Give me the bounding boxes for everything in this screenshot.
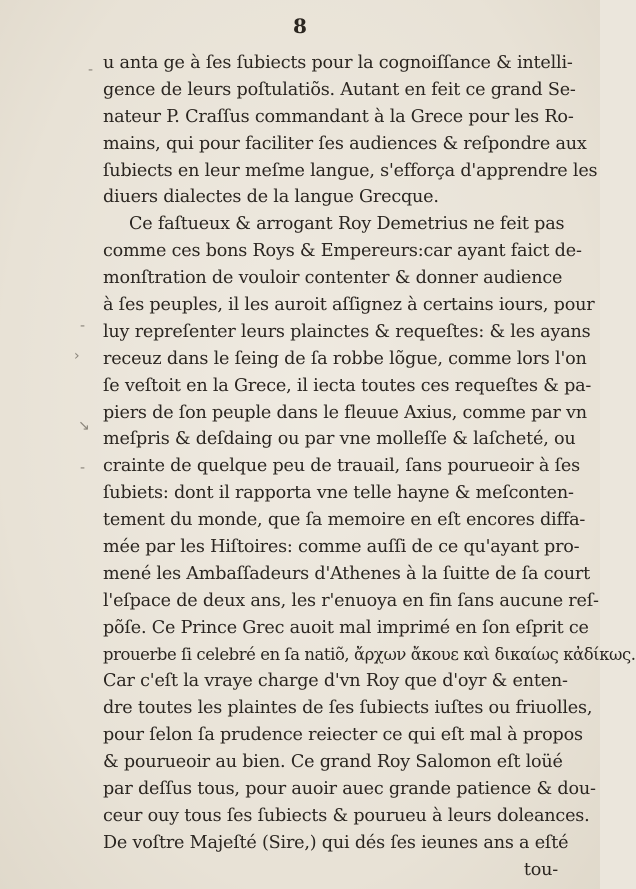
text-line: dre toutes les plaintes de ſes ſubiects iuſtes ou friuolles, [103, 698, 593, 719]
text-line: ſubiects en leur meſme langue, s'efforça d'apprendre les [103, 160, 598, 181]
text-line: tement du monde, que ſa memoire en eſt encores diffa- [103, 510, 586, 531]
text-line: luy repreſenter leurs plainctes & requeſtes: & les ayans [103, 321, 591, 342]
text-line: ſubiets: dont il rapporta vne telle hayne & meſconten- [103, 483, 574, 504]
text-line: mené les Ambaſſadeurs d'Athenes à la ſuitte de ſa court [103, 563, 590, 584]
text-line: par deſſus tous, pour auoir auec grande patience & dou- [103, 779, 596, 800]
text-line: nateur P. Craſſus commandant à la Grece pour les Ro- [103, 106, 574, 127]
margin-mark: - [80, 318, 86, 334]
text-line: comme ces bons Roys & Empereurs:car ayant faict de- [103, 241, 582, 262]
text-line: ſe veſtoit en la Grece, il iecta toutes ces requeſtes & pa- [103, 375, 592, 396]
text-line: gence de leurs poſtulatiõs. Autant en feit ce grand Se- [103, 79, 576, 100]
text-line: crainte de quelque peu de trauail, ſans pourueoir à ſes [103, 456, 580, 477]
page-number: 8 [293, 14, 307, 38]
text-line: Car c'eſt la vraye charge d'vn Roy que d'oyr & enten- [103, 671, 568, 692]
margin-mark: - [80, 460, 86, 476]
catchword: tou- [523, 859, 558, 880]
text-line: De voſtre Majeſté (Sire,) qui dés ſes ieunes ans a eſté [103, 832, 569, 853]
text-line: l'eſpace de deux ans, les r'enuoya en fin ſans aucune reſ- [103, 590, 599, 611]
text-line: pour ſelon ſa prudence reiecter ce qui eſt mal à propos [103, 725, 583, 746]
text-line: diuers dialectes de la langue Grecque. [103, 187, 439, 208]
text-line: piers de ſon peuple dans le fleuue Axius, comme par vn [103, 402, 587, 423]
text-line: prouerbe ſi celebré en ſa natiõ, ἄρχων ἄκουε καὶ δικαίως κἀδίκως. [103, 644, 636, 664]
text-line: Ce faſtueux & arrogant Roy Demetrius ne feit pas [129, 214, 565, 235]
text-line: & pourueoir au bien. Ce grand Roy Salomon eſt loüé [103, 752, 563, 773]
text-line: u anta ge à ſes ſubiects pour la cognoiſſance & intelli- [103, 53, 573, 73]
text-line: mains, qui pour faciliter ſes audiences & reſpondre aux [103, 133, 587, 154]
text-line: põſe. Ce Prince Grec auoit mal imprimé en ſon eſprit ce [103, 617, 589, 638]
text-line: receuz dans le ſeing de ſa robbe lõgue, comme lors l'on [103, 348, 587, 369]
text-line: monſtration de vouloir contenter & donner audience [103, 268, 563, 289]
text-line: ceur ouy tous ſes ſubiects & pourueu à leurs doleances. [103, 805, 590, 826]
text-line: mée par les Hiſtoires: comme auſſi de ce qu'ayant pro- [103, 537, 580, 558]
text-line: meſpris & deſdaing ou par vne molleſſe & laſcheté, ou [103, 429, 576, 450]
margin-mark: ↘ [78, 418, 90, 434]
margin-mark: - [88, 62, 94, 78]
text-line: à ſes peuples, il les auroit aſſignez à certains iours, pour [103, 295, 595, 316]
body-text [103, 50, 636, 884]
margin-mark: › [74, 348, 80, 364]
